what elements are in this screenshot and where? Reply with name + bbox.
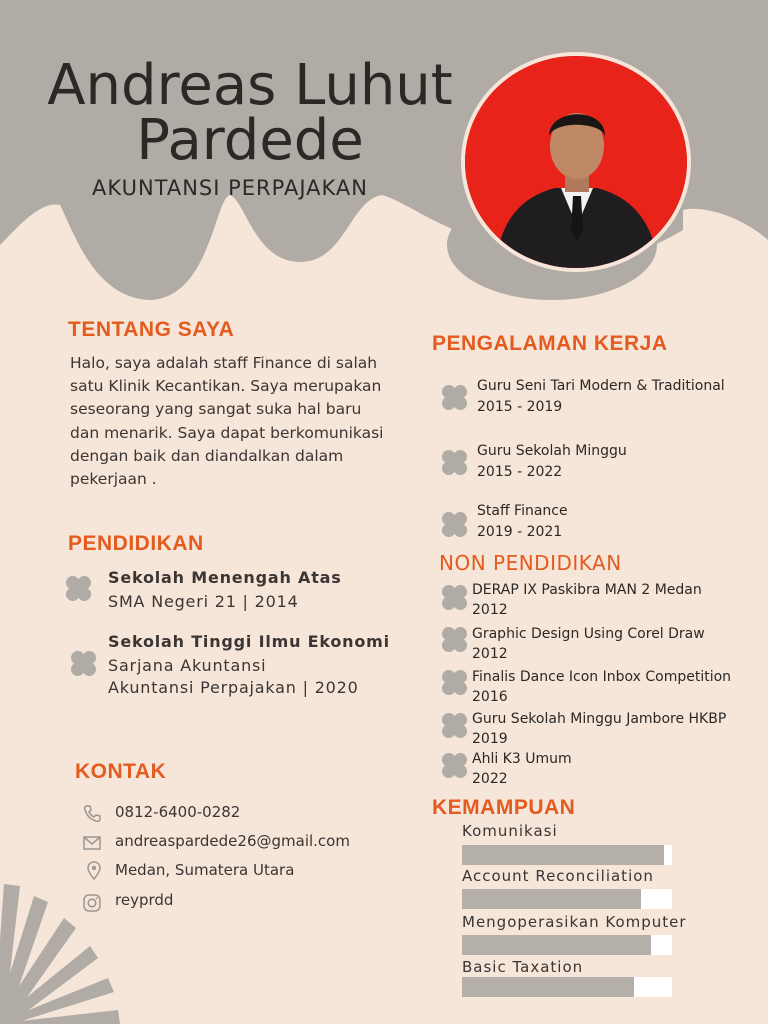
non-education-title: NON PENDIDIKAN — [439, 551, 622, 575]
contact-instagram[interactable]: reyprdd — [115, 891, 174, 909]
non-education-1-year: 2012 — [472, 602, 508, 618]
skill-2-bar — [462, 889, 672, 909]
skill-2-label: Account Reconciliation — [462, 867, 654, 885]
education-2-degree: Sarjana Akuntansi — [108, 656, 267, 675]
contact-phone[interactable]: 0812-6400-0282 — [115, 803, 241, 821]
bullet-blob-icon — [441, 627, 468, 652]
job-title: AKUNTANSI PERPAJAKAN — [92, 176, 368, 200]
phone-icon — [82, 804, 102, 824]
education-2-title: Sekolah Tinggi Ilmu Ekonomi — [108, 632, 390, 651]
skills-title: KEMAMPUAN — [432, 796, 576, 819]
skill-4-bar — [462, 977, 672, 997]
skill-3-bar-fill — [462, 935, 651, 955]
skill-1-bar-fill — [462, 845, 664, 865]
person-portrait-icon — [465, 56, 687, 268]
experience-2-role: Guru Sekolah Minggu — [477, 443, 627, 459]
non-education-2-name: Graphic Design Using Corel Draw — [472, 626, 705, 642]
contact-email[interactable]: andreaspardede26@gmail.com — [115, 832, 350, 850]
about-text: Halo, saya adalah staff Finance di salah satu Klinik Kecantikan. Saya merupakan seseorang yang sangat suka hal baru dan menarik. Saya dapat berkomunikasi dengan baik dan diandalkan dalam pekerjaan . — [70, 354, 384, 489]
skill-1-bar — [462, 845, 672, 865]
bullet-blob-icon — [441, 713, 468, 738]
skill-1-label: Komunikasi — [462, 822, 558, 840]
profile-photo — [461, 52, 691, 272]
non-education-4-name: Guru Sekolah Minggu Jambore HKBP — [472, 711, 727, 727]
non-education-3-year: 2016 — [472, 689, 508, 705]
bullet-blob-icon — [70, 651, 97, 676]
skill-4-bar-fill — [462, 977, 634, 997]
non-education-1-name: DERAP IX Paskibra MAN 2 Medan — [472, 582, 702, 598]
non-education-3-name: Finalis Dance Icon Inbox Competition — [472, 669, 732, 685]
experience-3-role: Staff Finance — [477, 503, 568, 519]
education-1-detail: SMA Negeri 21 | 2014 — [108, 592, 299, 611]
bullet-blob-icon — [65, 576, 92, 601]
name-line-2: Pardede — [136, 108, 364, 173]
bullet-blob-icon — [441, 753, 468, 778]
experience-1-role: Guru Seni Tari Modern & Traditional — [477, 378, 725, 394]
experience-1-years: 2015 - 2019 — [477, 399, 563, 415]
name-line-1: Andreas Luhut — [47, 53, 453, 118]
bullet-blob-icon — [441, 385, 468, 410]
non-education-2-year: 2012 — [472, 646, 508, 662]
experience-3-years: 2019 - 2021 — [477, 524, 563, 540]
bullet-blob-icon — [441, 585, 468, 610]
mail-icon — [82, 833, 102, 853]
non-education-5-year: 2022 — [472, 771, 508, 787]
skill-3-bar — [462, 935, 672, 955]
education-2-major: Akuntansi Perpajakan | 2020 — [108, 678, 359, 697]
education-title: PENDIDIKAN — [68, 532, 204, 555]
location-pin-icon — [84, 861, 104, 881]
bullet-blob-icon — [441, 512, 468, 537]
contact-title: KONTAK — [75, 760, 167, 783]
skill-2-bar-fill — [462, 889, 641, 909]
bullet-blob-icon — [441, 670, 468, 695]
education-1-title: Sekolah Menengah Atas — [108, 568, 342, 587]
experience-2-years: 2015 - 2022 — [477, 464, 563, 480]
non-education-5-name: Ahli K3 Umum — [472, 751, 572, 767]
about-title: TENTANG SAYA — [68, 318, 235, 341]
non-education-4-year: 2019 — [472, 731, 508, 747]
experience-title: PENGALAMAN KERJA — [432, 332, 668, 355]
bullet-blob-icon — [441, 450, 468, 475]
contact-location: Medan, Sumatera Utara — [115, 861, 295, 879]
skill-4-label: Basic Taxation — [462, 958, 584, 976]
full-name — [30, 53, 470, 173]
skill-3-label: Mengoperasikan Komputer — [462, 913, 687, 931]
instagram-icon — [82, 893, 102, 913]
